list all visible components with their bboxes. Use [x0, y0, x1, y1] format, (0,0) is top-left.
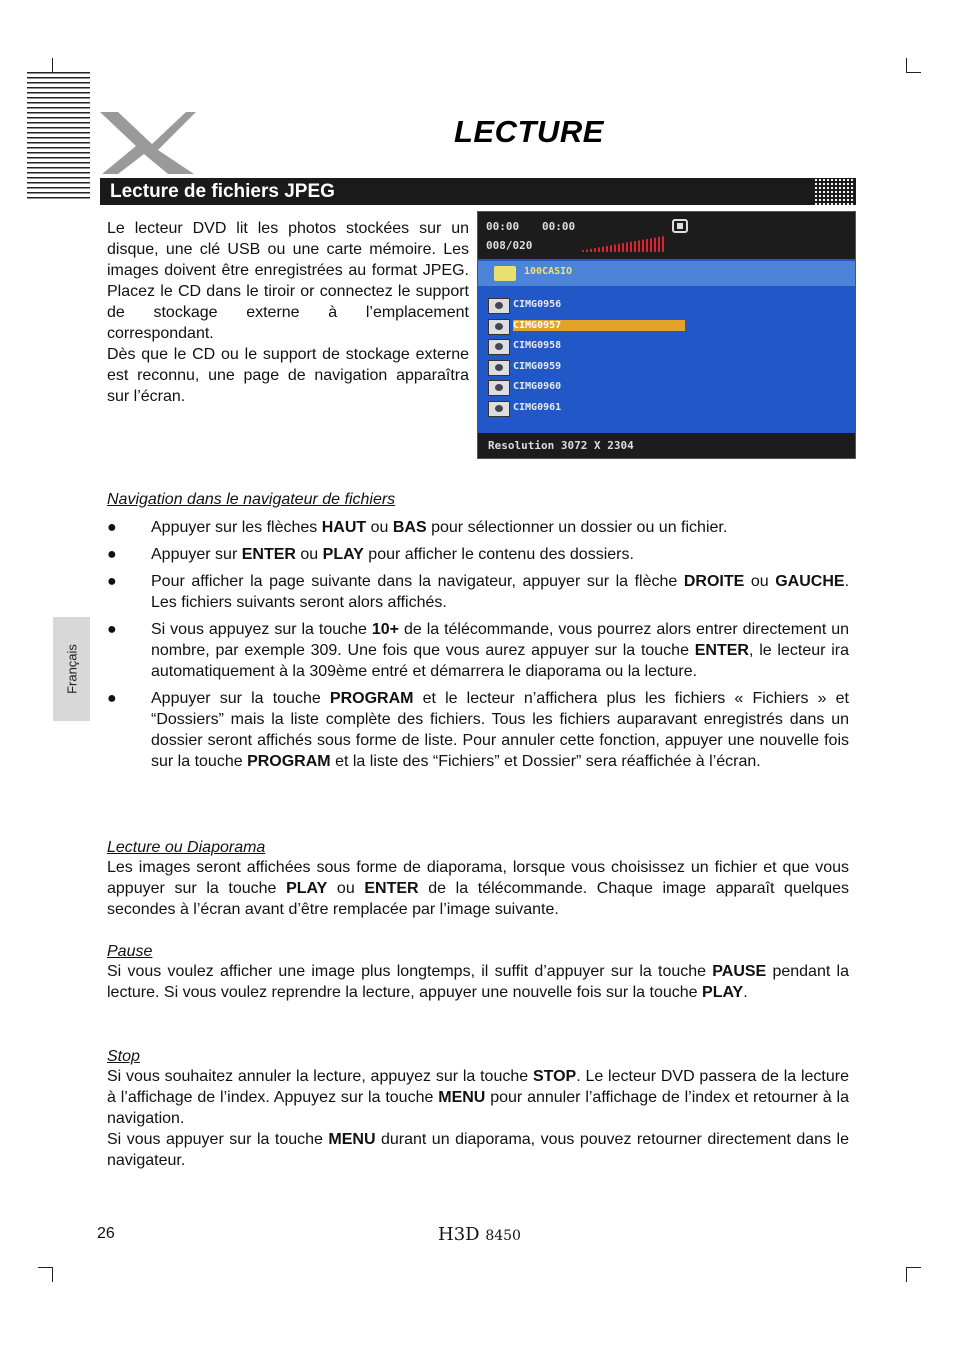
file-list: [488, 296, 788, 419]
bullet-item: [107, 619, 849, 682]
page-title: LECTURE: [454, 114, 604, 149]
slideshow-heading: Lecture ou Diaporama: [107, 839, 266, 856]
bullet-dot-icon: ●: [107, 690, 117, 707]
bullet-item: [107, 571, 849, 613]
body-text: Si vous voulez afficher une image plus longtemps, il suffit d’appuyer sur la touche: [107, 963, 713, 980]
bullet-text: Appuyer sur la touche: [151, 690, 330, 707]
key-label: 10+: [371, 621, 400, 638]
model-prefix: H3D: [438, 1224, 480, 1245]
crop-mark-bottom-left: [38, 1267, 53, 1282]
key-label: DROITE: [683, 573, 745, 590]
bullet-text: ou: [295, 546, 323, 563]
stop-section: [107, 1048, 849, 1171]
bullet-text: et le lecteur n’affichera plus les fichiers « Fichiers » et “Dossiers” mais la liste complète des fichiers. Tous les fichiers auparavant enregistrés dans un dossier seront affichés sous forme de liste. Pour annuler cette fonction, appuyer une nouvelle fois sur la touche: [151, 690, 850, 770]
image-file-icon: [488, 339, 510, 355]
crop-mark-top-left: [38, 58, 53, 73]
bullet-dot-icon: ●: [107, 573, 117, 590]
image-file-icon: [488, 401, 510, 417]
key-label: PLAY: [322, 546, 364, 563]
bullet-item: [107, 688, 849, 772]
file-list-item: [488, 317, 788, 338]
file-list-item: [488, 337, 788, 358]
bullet-text: Appuyer sur les flèches: [151, 519, 322, 536]
body-text: Les images seront affichées sous forme de diaporama, lorsque vous choisissez un fichier et que vous appuyer sur la touche: [107, 859, 849, 897]
file-name: CIMG0956: [513, 299, 562, 310]
intro-paragraph-1: Le lecteur DVD lit les photos stockées sur un disque, une clé USB ou une carte mémoire. Les images doivent être enregistrées au format JPEG. Placez le CD dans le tiroir or connectez le support de stockage externe à l’emplacement correspondant.: [107, 220, 469, 342]
body-text: pendant la lecture. Si vous voulez reprendre la lecture, appuyer une nouvelle fois sur la touche: [107, 963, 849, 1001]
model-name: [438, 1224, 521, 1245]
pause-text: [107, 961, 849, 1003]
slideshow-text: [107, 857, 849, 920]
file-name: CIMG0958: [513, 340, 562, 351]
key-label: ENTER: [364, 880, 419, 897]
page-number: 26: [97, 1225, 115, 1242]
folder-name: 100CASIO: [524, 266, 573, 277]
stop-icon: [672, 219, 688, 233]
language-label: Français: [64, 644, 79, 694]
bullet-text: pour afficher le contenu des dossiers.: [363, 546, 634, 563]
intro-text: [107, 218, 469, 407]
key-label: STOP: [532, 1068, 577, 1085]
image-file-icon: [488, 319, 510, 335]
bullet-text: Si vous appuyez sur la touche: [151, 621, 372, 638]
level-meter-icon: [582, 236, 664, 252]
section-title: Lecture de fichiers JPEG: [110, 181, 335, 202]
track-counter: 008/020: [486, 239, 533, 252]
bullet-text: pour sélectionner un dossier ou un fichier.: [426, 519, 728, 536]
bullet-text: de la télécommande, vous pourrez alors entrer directement un nombre, par exemple 309. Une fois que vous aurez appuyer sur la touche: [151, 621, 850, 659]
file-browser-screenshot: [477, 211, 856, 459]
body-text: durant un diaporama, vous pouvez retourner directement dans le navigateur.: [107, 1131, 849, 1169]
image-file-icon: [488, 360, 510, 376]
bullet-text: , le lecteur ira automatiquement à la 309ème entré et démarrera le diaporama ou la lecture.: [151, 642, 849, 680]
bullet-text: . Les fichiers suivants seront alors affichés.: [151, 573, 850, 611]
model-number: 8450: [485, 1228, 521, 1244]
bullet-text: Pour afficher la page suivante dans la navigateur, appuyer sur la flèche: [151, 573, 684, 590]
pause-heading: Pause: [107, 943, 153, 960]
file-name: CIMG0959: [513, 360, 562, 372]
intro-paragraph-2: Dès que le CD ou le support de stockage externe est reconnu, une page de navigation apparaîtra sur l’écran.: [107, 346, 469, 405]
key-label: PROGRAM: [329, 690, 414, 707]
bullet-item: [107, 517, 849, 538]
key-label: MENU: [328, 1131, 376, 1148]
key-label: MENU: [438, 1089, 486, 1106]
file-list-item: [488, 358, 788, 379]
section-header: [100, 178, 856, 205]
bullet-dot-icon: ●: [107, 546, 117, 563]
body-text: . Le lecteur DVD passera de la lecture à l’affichage de l’index. Appuyez sur la touche: [107, 1068, 849, 1106]
pause-section: [107, 943, 849, 1003]
stop-text-2: [107, 1129, 849, 1171]
section-dots-decoration: [814, 178, 854, 205]
key-label: BAS: [392, 519, 427, 536]
navigation-heading: Navigation dans le navigateur de fichiers: [107, 491, 396, 508]
body-text: Si vous souhaitez annuler la lecture, appuyez sur la touche: [107, 1068, 533, 1085]
crop-mark-top-right: [906, 58, 921, 73]
image-file-icon: [488, 380, 510, 396]
body-text: .: [743, 984, 748, 1001]
bullet-text: ou: [366, 519, 393, 536]
decorative-stripes: [27, 72, 90, 200]
screen-info-bar: [478, 433, 855, 459]
navigation-bullets: [107, 517, 849, 778]
stop-heading: Stop: [107, 1048, 140, 1065]
bullet-item: [107, 544, 849, 565]
file-list-item: [488, 378, 788, 399]
folder-row: [478, 261, 855, 286]
folder-icon: [494, 266, 516, 281]
bullet-text: Appuyer sur: [151, 546, 242, 563]
key-label: PAUSE: [712, 963, 767, 980]
key-label: ENTER: [694, 642, 749, 659]
time-elapsed: 00:00: [486, 220, 520, 233]
file-list-item: [488, 296, 788, 317]
crop-mark-bottom-right: [906, 1267, 921, 1282]
key-label: PROGRAM: [247, 753, 331, 770]
resolution-label: Resolution 3072 X 2304: [488, 439, 634, 452]
bullet-text: ou: [744, 573, 776, 590]
key-label: PLAY: [286, 880, 328, 897]
time-total: 00:00: [542, 220, 576, 233]
stop-text-1: [107, 1066, 849, 1129]
screen-status-bar: [478, 212, 855, 259]
image-file-icon: [488, 298, 510, 314]
body-text: de la télécommande. Chaque image apparaît quelques secondes à l’écran avant d’être remplacée par l’image suivante.: [107, 880, 849, 918]
brand-logo-icon: [96, 108, 196, 178]
bullet-dot-icon: ●: [107, 621, 117, 638]
body-text: ou: [327, 880, 365, 897]
file-name: CIMG0960: [513, 381, 562, 392]
file-list-item: [488, 399, 788, 420]
key-label: HAUT: [321, 519, 367, 536]
language-side-tab: [53, 617, 90, 721]
key-label: GAUCHE: [775, 573, 845, 590]
bullet-text: et la liste des “Fichiers” et Dossier” sera réaffichée à l’écran.: [330, 753, 761, 770]
key-label: ENTER: [241, 546, 296, 563]
body-text: pour annuler l’affichage de l’index et retourner à la navigation.: [107, 1089, 850, 1127]
body-text: Si vous appuyer sur la touche: [107, 1131, 329, 1148]
key-label: PLAY: [702, 984, 744, 1001]
file-name: CIMG0961: [513, 401, 562, 413]
file-name: CIMG0957: [513, 320, 685, 331]
bullet-dot-icon: ●: [107, 519, 117, 536]
slideshow-section: [107, 839, 849, 920]
